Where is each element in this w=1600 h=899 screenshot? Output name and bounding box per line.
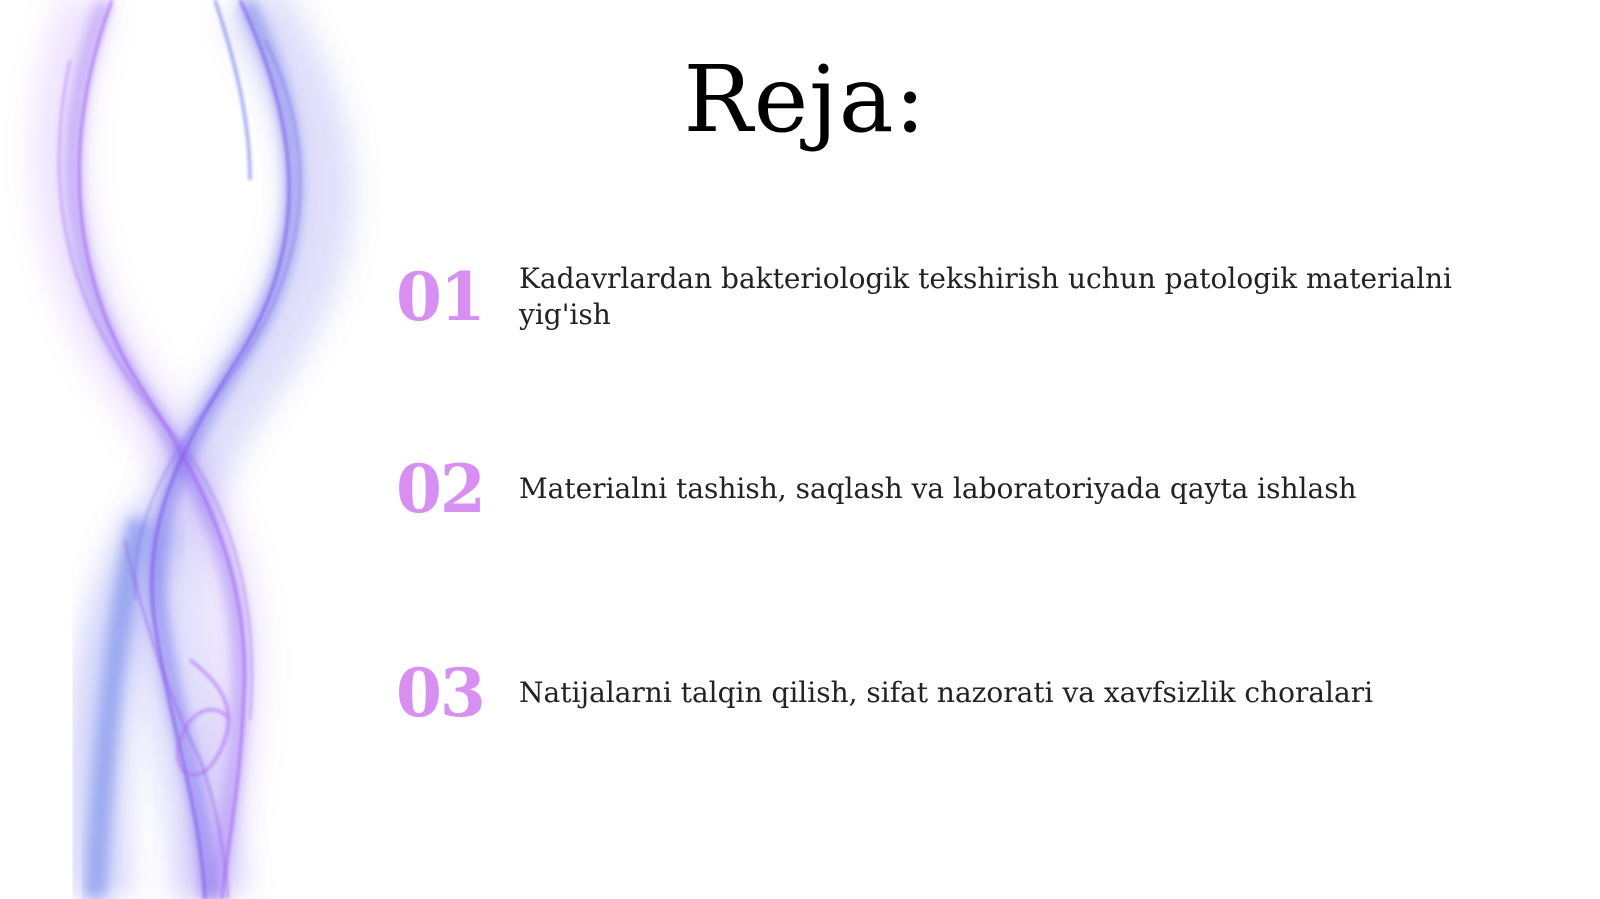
item-text: Natijalarni talqin qilish, sifat nazorati va xavfsizlik choralari [519, 676, 1374, 709]
plan-item [396, 648, 1546, 738]
item-number: 02 [396, 450, 484, 528]
item-number: 01 [396, 258, 484, 336]
plan-item [396, 444, 1546, 534]
item-text: Materialni tashish, saqlash va laboratoriyada qayta ishlash [519, 472, 1357, 505]
item-number: 03 [396, 654, 484, 732]
item-text: Kadavrlardan bakteriologik tekshirish uchun patologik materialni yig'ish [519, 262, 1453, 331]
slide-title: Reja: [683, 46, 927, 153]
plan-item [396, 252, 1546, 342]
